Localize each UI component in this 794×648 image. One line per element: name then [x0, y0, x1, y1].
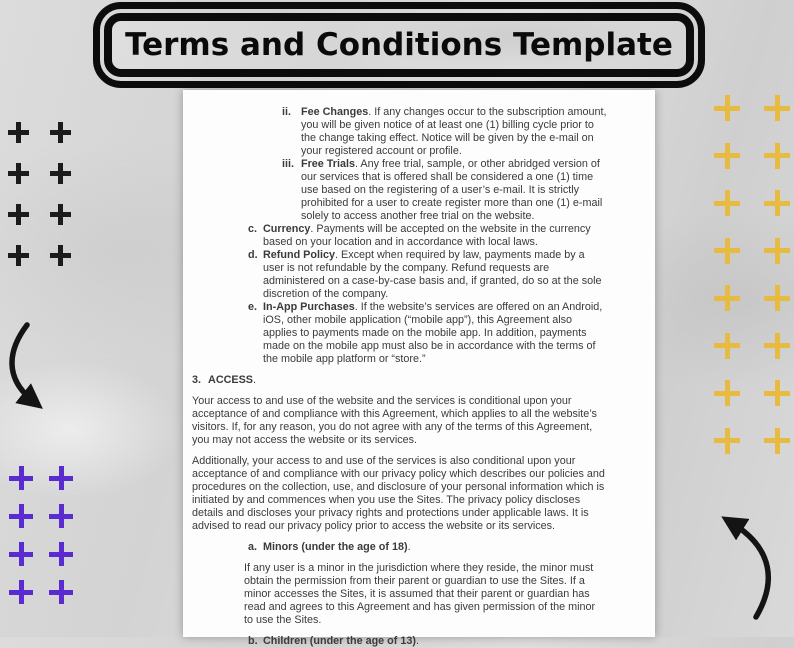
subsection-heading [192, 635, 607, 648]
list-item [192, 249, 607, 301]
plus-icon [8, 204, 29, 225]
plus-icon [49, 466, 73, 490]
subsection-title: Children (under the age of 13) [263, 635, 416, 647]
plus-icon [764, 333, 790, 359]
list-marker: d. [248, 249, 258, 261]
list-marker: c. [248, 223, 258, 235]
paragraph: Additionally, your access to and use of the services is also conditional upon your acceptance of and compliance with our privacy policy which describes our policies and procedures on the collection, use, and disclosure of your personal information which is initiated by and commences when you use the Sites. The privacy policy discloses details and discloses your privacy rights and protections under applicable laws. It is advised to read our privacy policy prior to access the website or its services. [192, 455, 605, 532]
list-term: Currency [263, 223, 311, 235]
section-title-suffix: . [253, 374, 257, 386]
page-title: Terms and Conditions Template [104, 13, 694, 77]
plus-icon [49, 542, 73, 566]
plus-icon [764, 428, 790, 454]
plus-icon [9, 466, 33, 490]
plus-icon [49, 504, 73, 528]
list-body: . Payments will be accepted on the website in the currency based on your location and in accordance with local laws. [263, 223, 591, 248]
subsection-heading [192, 541, 607, 554]
plus-icon [714, 95, 740, 121]
plus-icon [8, 122, 29, 143]
paragraph: Your access to and use of the website and the services is conditional upon your acceptance of and compliance with this Agreement, which applies to all the website’s visitors. If, for any reason, you do not agree with any of the terms of this Agreement, you may not access the website or its services. [192, 395, 597, 446]
section-heading [192, 374, 607, 387]
list-term: In-App Purchases [263, 301, 355, 313]
curved-arrow-down-right-icon [2, 318, 64, 416]
list-marker: a. [248, 541, 258, 553]
plus-icon [714, 190, 740, 216]
curved-arrow-up-left-icon [702, 503, 778, 625]
plus-icon [764, 143, 790, 169]
plus-icon [714, 380, 740, 406]
plus-icon [764, 238, 790, 264]
list-body: . Any free trial, sample, or other abridged version of our services that is offered shall be considered a one (1) time use based on the registering of a user’s e-mail. It is strictly prohibited for a user to create register more than one (1) e-mail solely to access another free trial on the website. [301, 158, 603, 222]
subsection-title-suffix: . [407, 541, 411, 553]
list-body: . If the website’s services are offered on an Android, iOS, other mobile application (“mobile app”), this Agreement also applies to payments made on the mobile app. In addition, payments made on the mobile app must also be in accordance with the terms of the mobile app platform or “store.” [263, 301, 603, 365]
yellow-plus-grid [714, 95, 790, 454]
plus-icon [49, 580, 73, 604]
black-plus-grid [8, 122, 71, 266]
plus-icon [714, 238, 740, 264]
list-marker: ii. [282, 106, 291, 118]
list-item [192, 223, 607, 249]
paragraph: If any user is a minor in the jurisdiction where they reside, the minor must obtain the permission from their parent or guardian to use the Sites. If a minor accesses the Sites, it is assumed that their parent or guardian has read and agrees to this Agreement and has given permission of the minor to use the Sites. [244, 562, 596, 626]
plus-icon [50, 204, 71, 225]
plus-icon [50, 163, 71, 184]
list-marker: b. [248, 635, 258, 647]
plus-icon [714, 143, 740, 169]
document-content [183, 90, 607, 648]
document-page [183, 90, 655, 647]
subsection-title: Minors (under the age of 18) [263, 541, 408, 553]
plus-icon [764, 285, 790, 311]
list-item [192, 158, 607, 223]
list-item [192, 301, 607, 366]
plus-icon [714, 333, 740, 359]
plus-icon [714, 285, 740, 311]
plus-icon [714, 428, 740, 454]
plus-icon [764, 380, 790, 406]
plus-icon [50, 122, 71, 143]
list-term: Refund Policy [263, 249, 335, 261]
plus-icon [50, 245, 71, 266]
section-number: 3. [192, 374, 202, 386]
list-marker: iii. [282, 158, 294, 170]
list-item [192, 106, 607, 158]
purple-plus-grid [9, 466, 73, 604]
plus-icon [8, 163, 29, 184]
list-body: . If any changes occur to the subscription amount, you will be given notice of at least one (1) billing cycle prior to the change taking effect. Notice will be given by the e-mail on your registered account or profile. [301, 106, 607, 157]
list-term: Fee Changes [301, 106, 369, 118]
list-term: Free Trials [301, 158, 356, 170]
title-banner [93, 2, 705, 88]
plus-icon [9, 542, 33, 566]
plus-icon [8, 245, 29, 266]
list-body: . Except when required by law, payments made by a user is not refundable by the company. Refund requests are administered on a case-by-case basis and, if granted, do so at the sole discretion of the company. [263, 249, 602, 300]
plus-icon [9, 580, 33, 604]
list-marker: e. [248, 301, 258, 313]
plus-icon [764, 190, 790, 216]
plus-icon [764, 95, 790, 121]
plus-icon [9, 504, 33, 528]
section-title: ACCESS [208, 374, 254, 386]
subsection-title-suffix: . [415, 635, 419, 647]
